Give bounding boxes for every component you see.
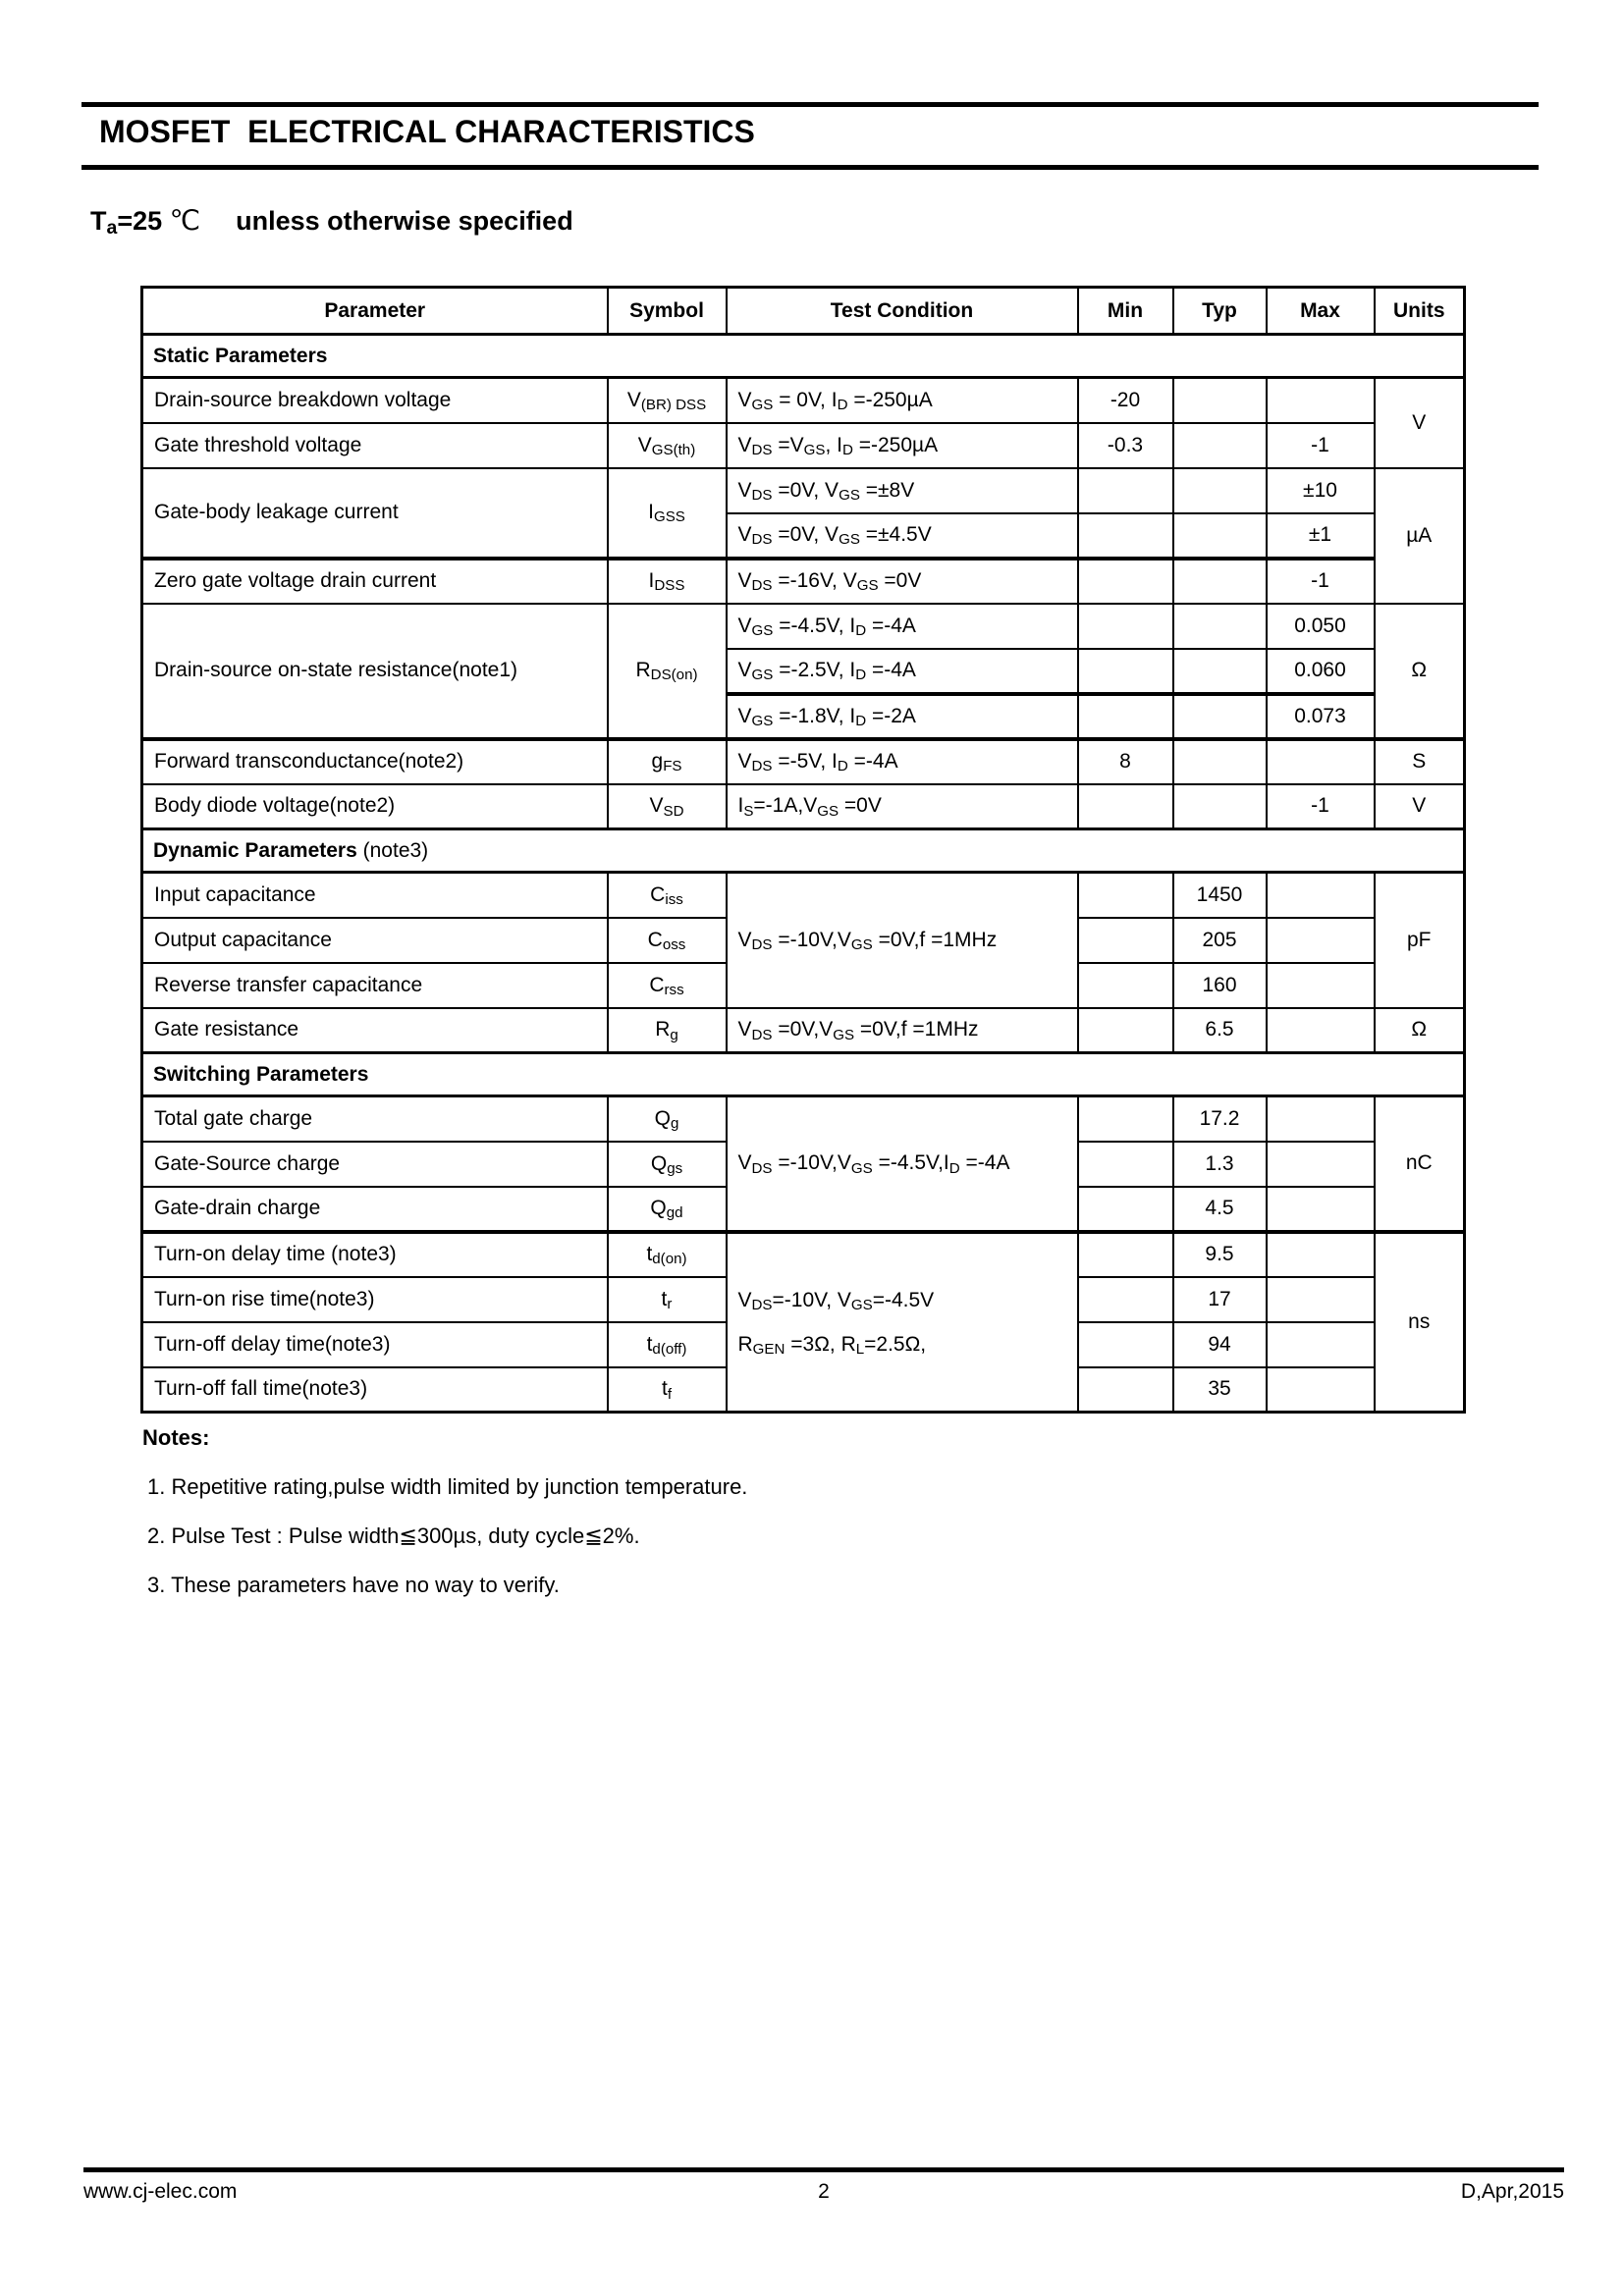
table-cell <box>1173 604 1267 649</box>
table-cell <box>1173 694 1267 739</box>
table-cell: Gate-body leakage current <box>142 468 608 559</box>
table-cell <box>1078 1232 1173 1277</box>
table-row <box>142 468 1465 513</box>
table-cell <box>1267 739 1375 784</box>
table-cell: ±1 <box>1267 513 1375 559</box>
section-label-cell: Switching Parameters <box>142 1053 1465 1096</box>
table-cell: $V_{DS} =-10V,V_{GS} =0V,f =1MHz$ <box>727 873 1078 1008</box>
table-header-cell: Typ <box>1173 288 1267 335</box>
table-row <box>142 739 1465 784</box>
table-cell: Turn-on delay time (note3) <box>142 1232 608 1277</box>
table-cell: 35 <box>1173 1367 1267 1413</box>
table-cell <box>1078 1277 1173 1322</box>
table-cell: $I_S=-1A,V_{GS} =0V$ <box>727 784 1078 829</box>
table-cell: $V_{SD}$ <box>608 784 727 829</box>
table-cell: ±10 <box>1267 468 1375 513</box>
table-cell: $t_{d(off)}$ <box>608 1322 727 1367</box>
table-cell: $t_r$ <box>608 1277 727 1322</box>
condition-temp: $T_a=25$ <box>90 206 170 240</box>
table-cell: -1 <box>1267 559 1375 604</box>
table-cell <box>1173 649 1267 694</box>
table-cell: -1 <box>1267 784 1375 829</box>
table-cell: $C_{iss}$ <box>608 873 727 918</box>
footer-rule <box>83 2167 1564 2172</box>
table-cell: $I_{GSS}$ <box>608 468 727 559</box>
table-cell: -20 <box>1078 378 1173 423</box>
table-cell: V <box>1375 378 1465 468</box>
table-cell <box>1078 559 1173 604</box>
table-cell <box>1173 468 1267 513</box>
table-header-cell: Min <box>1078 288 1173 335</box>
table-row <box>142 559 1465 604</box>
table-cell: $t_f$ <box>608 1367 727 1413</box>
table-cell <box>1173 513 1267 559</box>
table-cell: 1450 <box>1173 873 1267 918</box>
table-cell <box>1267 1008 1375 1053</box>
table-cell: Body diode voltage(note2) <box>142 784 608 829</box>
table-cell: Zero gate voltage drain current <box>142 559 608 604</box>
table-cell: V <box>1375 784 1465 829</box>
notes-title: Notes: <box>142 1425 210 1450</box>
table-cell: -0.3 <box>1078 423 1173 468</box>
table-cell: $V_{GS} = 0V$, $I_D =-250\mu A$ <box>727 378 1078 423</box>
table-cell: Turn-on rise time(note3) <box>142 1277 608 1322</box>
condition-line <box>90 204 573 240</box>
table-cell: S <box>1375 739 1465 784</box>
table-cell: 0.050 <box>1267 604 1375 649</box>
table-cell <box>1078 784 1173 829</box>
note-item: 1. Repetitive rating,pulse width limited by junction temperature. <box>147 1474 748 1499</box>
table-cell: $g_{FS}$ <box>608 739 727 784</box>
table-cell <box>1078 649 1173 694</box>
table-cell <box>1267 1096 1375 1142</box>
table-cell: $V_{GS(th)}$ <box>608 423 727 468</box>
table-cell: -1 <box>1267 423 1375 468</box>
table-cell: Gate resistance <box>142 1008 608 1053</box>
table-cell <box>1078 963 1173 1008</box>
table-cell <box>1078 694 1173 739</box>
table-cell: $V_{DS} =0V,V_{GS} =0V,f =1MHz$ <box>727 1008 1078 1053</box>
table-cell: Output capacitance <box>142 918 608 963</box>
table-cell <box>1267 1367 1375 1413</box>
table-cell <box>1078 1187 1173 1232</box>
table-cell: 4.5 <box>1173 1187 1267 1232</box>
table-cell: $V_{DS} =-16V$, $V_{GS} =0V$ <box>727 559 1078 604</box>
table-row <box>142 423 1465 468</box>
table-cell: $V_{(BR) DSS}$ <box>608 378 727 423</box>
degree-celsius-symbol: ℃ <box>169 205 201 236</box>
table-row <box>142 1096 1465 1142</box>
table-cell <box>1078 873 1173 918</box>
table-cell: Total gate charge <box>142 1096 608 1142</box>
table-cell: 8 <box>1078 739 1173 784</box>
table-cell: Drain-source on-state resistance(note1) <box>142 604 608 739</box>
table-cell <box>1078 1142 1173 1187</box>
section-row <box>142 1053 1465 1096</box>
section-label-cell: Static Parameters <box>142 335 1465 378</box>
note-item: 3. These parameters have no way to verify. <box>147 1573 560 1597</box>
table-cell <box>1267 1142 1375 1187</box>
table-header-cell: Parameter <box>142 288 608 335</box>
table-cell: $C_{oss}$ <box>608 918 727 963</box>
table-cell: $I_{DSS}$ <box>608 559 727 604</box>
table-cell: $V_{DS} =0V$, $V_{GS} =\pm 4.5V$ <box>727 513 1078 559</box>
table-cell: 9.5 <box>1173 1232 1267 1277</box>
table-cell: Ω <box>1375 1008 1465 1053</box>
table-cell: $Q_g$ <box>608 1096 727 1142</box>
table-cell: 17 <box>1173 1277 1267 1322</box>
table-cell: Gate-Source charge <box>142 1142 608 1187</box>
table-row <box>142 1008 1465 1053</box>
table-cell: nC <box>1375 1096 1465 1232</box>
table-cell <box>1078 1322 1173 1367</box>
table-cell <box>1173 378 1267 423</box>
table-cell: $R_{DS(on)}$ <box>608 604 727 739</box>
table-header-cell: Units <box>1375 288 1465 335</box>
table-cell: $V_{DS} =0V$, $V_{GS} =\pm 8V$ <box>727 468 1078 513</box>
table-cell: $Q_{gd}$ <box>608 1187 727 1232</box>
table-header-cell: Symbol <box>608 288 727 335</box>
notes-section <box>142 1425 747 1598</box>
table-row <box>142 1232 1465 1277</box>
table-row <box>142 378 1465 423</box>
page-title: MOSFET ELECTRICAL CHARACTERISTICS <box>99 114 755 149</box>
table-row <box>142 873 1465 918</box>
note-item: 2. Pulse Test : Pulse width≦300µs, duty cycle≦2%. <box>147 1523 640 1548</box>
table-cell <box>1078 468 1173 513</box>
table-cell: Ω <box>1375 604 1465 739</box>
footer <box>83 2180 1564 2204</box>
footer-date: D,Apr,2015 <box>1460 2180 1564 2203</box>
table-cell: $V_{DS} =V_{GS}$, $I_D =-250\mu A$ <box>727 423 1078 468</box>
table-cell: $V_{GS} =-2.5V$, $I_D =-4A$ <box>727 649 1078 694</box>
table-cell <box>1078 604 1173 649</box>
header-rule-bottom <box>81 165 1539 170</box>
table-cell: $V_{DS}=-10V$, $V_{GS}=-4.5V$ $R_{GEN} =3\Omega$, $R_L=2.5\Omega$, <box>727 1232 1078 1413</box>
table-header-cell: Test Condition <box>727 288 1078 335</box>
table-cell: 94 <box>1173 1322 1267 1367</box>
table-cell <box>1173 559 1267 604</box>
table-cell: $V_{DS} =-10V,V_{GS} =-4.5V,I_D =-4A$ <box>727 1096 1078 1232</box>
table-cell: 0.060 <box>1267 649 1375 694</box>
footer-website: www.cj-elec.com <box>83 2180 238 2203</box>
table-cell: Forward transconductance(note2) <box>142 739 608 784</box>
table-header-cell: Max <box>1267 288 1375 335</box>
table-cell <box>1078 1367 1173 1413</box>
table-cell: Gate-drain charge <box>142 1187 608 1232</box>
table-cell: Drain-source breakdown voltage <box>142 378 608 423</box>
table-cell <box>1267 1232 1375 1277</box>
characteristics-table <box>140 286 1466 1414</box>
table-cell <box>1267 873 1375 918</box>
table-cell: µA <box>1375 468 1465 604</box>
table-cell: $R_g$ <box>608 1008 727 1053</box>
table-cell: Turn-off delay time(note3) <box>142 1322 608 1367</box>
table-body <box>142 335 1465 1413</box>
table-cell: $C_{rss}$ <box>608 963 727 1008</box>
table-cell <box>1078 1008 1173 1053</box>
table-cell: $V_{GS} =-4.5V$, $I_D =-4A$ <box>727 604 1078 649</box>
table-cell <box>1078 918 1173 963</box>
table-cell: $t_{d(on)}$ <box>608 1232 727 1277</box>
section-label-cell: Dynamic Parameters (note3) <box>142 829 1465 873</box>
table-header-row <box>142 288 1465 335</box>
table-cell <box>1267 1322 1375 1367</box>
section-row <box>142 335 1465 378</box>
section-row <box>142 829 1465 873</box>
table-cell <box>1267 1277 1375 1322</box>
table-cell: pF <box>1375 873 1465 1008</box>
table-cell <box>1078 513 1173 559</box>
table-row <box>142 784 1465 829</box>
table-cell <box>1267 963 1375 1008</box>
table-cell: Reverse transfer capacitance <box>142 963 608 1008</box>
table-cell: $V_{DS} =-5V$, $I_D =-4A$ <box>727 739 1078 784</box>
table-cell: 1.3 <box>1173 1142 1267 1187</box>
table-cell: 205 <box>1173 918 1267 963</box>
footer-page-number: 2 <box>818 2180 830 2203</box>
table-cell: ns <box>1375 1232 1465 1413</box>
table-cell <box>1173 423 1267 468</box>
table-cell <box>1173 739 1267 784</box>
table-cell <box>1078 1096 1173 1142</box>
table-row <box>142 604 1465 649</box>
table-cell: Turn-off fall time(note3) <box>142 1367 608 1413</box>
table-cell <box>1267 918 1375 963</box>
table-cell: Input capacitance <box>142 873 608 918</box>
table-cell: 6.5 <box>1173 1008 1267 1053</box>
table-cell: $V_{GS} =-1.8V$, $I_D =-2A$ <box>727 694 1078 739</box>
table-cell <box>1173 784 1267 829</box>
table-cell: $Q_{gs}$ <box>608 1142 727 1187</box>
table-cell: 17.2 <box>1173 1096 1267 1142</box>
table-cell <box>1267 378 1375 423</box>
header-rule-top <box>81 102 1539 107</box>
table-cell: Gate threshold voltage <box>142 423 608 468</box>
table-cell: 0.073 <box>1267 694 1375 739</box>
condition-text: unless otherwise specified <box>236 206 573 236</box>
table-cell <box>1267 1187 1375 1232</box>
table-cell: 160 <box>1173 963 1267 1008</box>
